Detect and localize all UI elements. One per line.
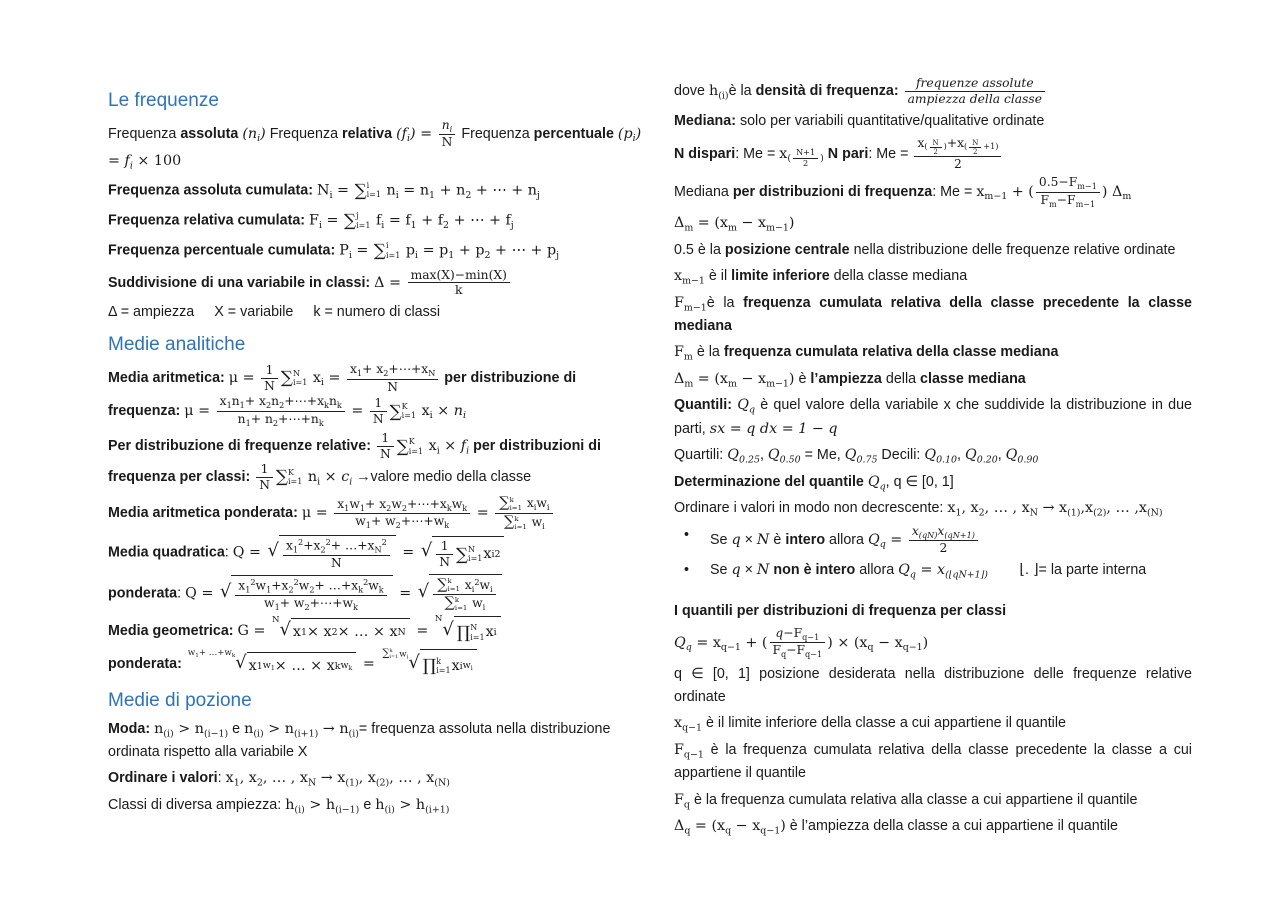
subscript: q−1	[902, 642, 923, 654]
subscript: 2	[265, 400, 272, 411]
subscript: 0.50	[779, 454, 801, 466]
subscript: i	[318, 219, 322, 231]
subscript: 1	[233, 777, 240, 789]
subscript: k	[444, 519, 450, 530]
subscript: 1	[266, 583, 272, 594]
subscript: q	[879, 539, 886, 551]
subscript: 1	[344, 502, 350, 513]
subscript: i	[381, 219, 385, 231]
spacer	[674, 586, 1192, 600]
summation-operator: ∑ k i=1	[499, 495, 522, 513]
subscript: 2	[386, 502, 392, 513]
subscript: m−1	[984, 191, 1008, 203]
paragraph: Frequenza assoluta $(n_i)$ Frequenza relativa $(f_i)$ = $\frac{n_i}{N}$ Frequenza percentuale $(p_i) = f_i \times 100$	[108, 117, 642, 172]
subscript: 1	[365, 519, 371, 530]
subscript: 1	[292, 544, 299, 555]
paragraph: Quartili: $Q_{0.25}$, $Q_{0.50} = Me$, $Q_{0.75}$ Decili: $Q_{0.10}$, $Q_{0.20}$, $Q_{0.90}$	[674, 447, 1039, 466]
subscript: 1	[301, 627, 307, 639]
subscript: N	[374, 544, 382, 555]
subscript: 2	[309, 583, 315, 594]
subscript: 2	[331, 627, 338, 639]
subscript: (i)	[348, 727, 359, 739]
subscript: 2	[279, 400, 285, 411]
subscript: 2	[443, 219, 450, 231]
subscript: m	[727, 378, 737, 390]
subscript: k	[334, 660, 341, 672]
paragraph: Media aritmetica: μ = $\frac{1}{N}$ ∑ N i=1 $x_i$ = $\frac{x_1+ x_2+\cdots+x_N}{N}$ per distribuzione di frequenza: μ = $\frac{x_1n_1+ x_2n_2+\cdots+x_kn_k}{n_1+ n_2+\cdots+n_k}$ = $\frac{1}{N}$ ∑ K i=1 $x_i \times n_i$	[108, 362, 577, 428]
list-item: • Se q × N è intero allora $Q_q$ = $\frac{x_{(qN)}x_{(qN+1)}}{2}$	[674, 524, 1192, 556]
paragraph: Mediana: solo per variabili quantitative/qualitative ordinate	[674, 112, 1045, 129]
subscript: q−1	[682, 722, 702, 734]
subscript: m−1	[766, 222, 789, 234]
subscript: 1	[245, 583, 251, 594]
fraction: ∑ k i=1 $x_i^2w_i$ ∑ k i=1 $w_i$	[433, 577, 495, 614]
summation-operator: ∑ K i=1	[275, 466, 303, 487]
subscript: m	[727, 222, 737, 234]
subscript: 1	[226, 400, 232, 411]
superscript: 2	[298, 536, 304, 547]
section-heading: Medie analitiche	[108, 334, 246, 356]
subscript: k	[318, 417, 324, 428]
paragraph: Per distribuzione di frequenze relative: $\frac{1}{N}$ ∑ K i=1 $x_i \times f_i$ per distribuzioni di frequenza per classi: $\frac{1}{N}$ ∑ K i=1 $n_i \times c_i$ →valore medio della classe	[108, 431, 601, 492]
paragraph: Media quadratica: Q = √ $\frac{x_1^2+x_2^2+ \dots+x_N^2}{N}$ = √ $\frac{1}{N}$ ∑ N i=1 x i 2	[108, 535, 648, 571]
subscript: 1	[448, 250, 455, 262]
summation-operator: ∑ N i=1	[455, 543, 483, 564]
paragraph: q ∈ [0, 1] posizione desiderata nella distribuzione delle frequenze relative ordinate	[674, 666, 1192, 706]
paragraph: Ordinare i valori: $x_1$, $x_2$, … , $x_N \to x_{(1)}$, $x_{(2)}$, … , $x_{(N)}$	[108, 770, 450, 789]
subscript: i	[317, 476, 321, 488]
fraction: $\frac{1}{N}$	[377, 431, 394, 462]
right-column	[674, 76, 1192, 842]
summation-operator: ∑ k i=1	[437, 576, 460, 594]
radical: ∑ k i=1 $w_i$ √ ∏ k i=1 x i $w_i$	[381, 649, 476, 679]
fraction: $\frac{N}{2}$	[969, 139, 981, 157]
subscript: 2	[320, 544, 326, 555]
paragraph: $F_m$ è la frequenza cumulata relativa della classe mediana	[674, 344, 1059, 363]
paragraph: Mediana per distribuzioni di frequenza: $Me = x_{m-1}$ + ( $\frac{0.5-F_{m-1}}{F_m-F_{m-1}}$ ) $\Delta_m$	[674, 175, 1132, 209]
summation-operator: ∑ i i=1	[373, 240, 401, 261]
subscript: N	[1029, 507, 1038, 519]
subscript: q	[781, 649, 787, 660]
subscript: q−1	[802, 631, 820, 642]
paragraph: Frequenza relativa cumulata: $F_i$ = ∑ j i=1 $f_i = f_1 + f_2$ + ⋯ + $f_j$	[108, 207, 648, 234]
subscript: i	[320, 377, 324, 389]
subscript: (i)	[163, 727, 174, 739]
subscript: ( N 2 )	[924, 138, 947, 156]
paragraph: Media geometrica: G = N √ x 1 × x 2 × … × x N = N √ ∏ N i=1 x i	[108, 616, 648, 646]
superscript: 2	[293, 576, 299, 587]
subscript: (i)	[384, 804, 395, 816]
subscript: 1	[270, 665, 275, 673]
subscript: q−1	[683, 749, 704, 761]
radical: √ $\frac{1}{N}$ ∑ N i=1 x i 2	[421, 536, 505, 570]
subscript: q−1	[760, 825, 781, 837]
radical: N √ x 1 × x 2 × … × x N	[272, 617, 410, 646]
subscript: 2	[304, 601, 310, 612]
subscript: 1	[356, 367, 363, 378]
subscript: i	[415, 250, 419, 262]
subscript: i	[462, 410, 466, 422]
subscript: i	[436, 445, 440, 457]
subscript: 2	[288, 583, 294, 594]
subscript: i	[406, 132, 410, 144]
subscript: i	[533, 502, 537, 513]
fraction: $\frac{x_1^2+x_2^2+ \dots+x_N^2}{N}$	[283, 538, 390, 571]
paragraph: $\Delta_m = (x_m - x_{m-1})$	[674, 215, 795, 234]
list-item: • Se q × N non è intero allora $Q_q = x_{(⌊qN+1⌋)}$ ⌊. ⌋= la parte interna	[674, 559, 1192, 583]
summation-operator: ∑ K i=1	[396, 435, 424, 456]
paragraph: $F_{m-1}è$ la frequenza cumulata relativa della classe precedente la classe mediana	[674, 294, 1192, 335]
fraction: $\frac{N+1}{2}$	[793, 148, 818, 168]
subscript: q	[909, 569, 916, 581]
radical: √ ∑ k i=1 $x_i^2w_i$ ∑ k i=1 $w_i$	[418, 574, 502, 614]
paragraph: Media aritmetica ponderata: μ = $\frac{x_1w_1+ x_2w_2+\cdots+x_kw_k}{w_1+ w_2+\cdots+w_k}$ = ∑ k i=1 $x_iw_i$ ∑ k i=1 $w_i$	[108, 495, 648, 532]
subscript: 1	[195, 653, 199, 660]
subscript: m−1	[1075, 198, 1096, 209]
superscript: $w_i$	[462, 660, 473, 673]
subscript: 0.20	[976, 454, 998, 466]
subscript: m	[683, 351, 693, 363]
subscript: 2	[256, 777, 263, 789]
subscript: ( N 2 +1)	[964, 138, 999, 156]
subscript: m−1	[1077, 180, 1097, 191]
superscript: 2	[325, 536, 331, 547]
subscript: 1	[429, 189, 436, 201]
subscript: m	[1049, 198, 1057, 209]
paragraph: $F_q$ è la frequenza cumulata relativa alla classe a cui appartiene il quantile	[674, 791, 1138, 810]
fraction: $\frac{\max(X)-\min(X)}{k}$	[408, 268, 510, 299]
paragraph: $x_{q-1}$ è il limite inferiore della classe a cui appartiene il quantile	[674, 715, 1066, 734]
subscript: N	[397, 627, 406, 639]
subscript: (2)	[1093, 507, 1107, 519]
subscript: q	[725, 825, 732, 837]
superscript: 2	[381, 536, 387, 547]
subscript: q	[684, 825, 691, 837]
paragraph: Ordinare i valori in modo non decrescente: $x_1$, $x_2$, … , $x_N \to x_{(1)},x_{(2)}$, … $,x_{(N)}$	[674, 500, 1163, 519]
superscript: $w_k$	[340, 660, 353, 673]
subscript: k	[324, 400, 329, 411]
subscript: i	[491, 548, 495, 560]
paragraph: $x_{m-1}$ è il limite inferiore della classe mediana	[674, 267, 968, 287]
subscript: 1	[274, 601, 280, 612]
subscript: (qN+1)	[944, 529, 975, 540]
subscript: (i−1)	[335, 804, 360, 816]
subscript: i	[257, 132, 261, 144]
subscript: i	[542, 521, 545, 532]
subscript: (N)	[1146, 507, 1163, 519]
paragraph: Suddivisione di una variabile in classi: Δ = $\frac{\max(X)-\min(X)}{k}$	[108, 268, 648, 299]
fraction: $\frac{n_i}{N}$	[439, 118, 456, 150]
subscript: q	[748, 404, 755, 416]
summation-operator: ∑ K i=1	[389, 400, 417, 421]
subscript: (2)	[375, 777, 390, 789]
subscript: (N)	[434, 777, 450, 789]
subscript: i	[482, 602, 486, 613]
fraction: $\frac{1}{N}$	[436, 539, 453, 570]
subscript: j	[510, 219, 514, 231]
subscript: 0.75	[856, 454, 878, 466]
fraction: $\frac{1}{N}$	[261, 363, 278, 394]
subscript: k	[358, 583, 364, 594]
section-heading: Le frequenze	[108, 90, 219, 111]
subscript: m	[1122, 191, 1132, 203]
subscript: k	[462, 502, 468, 513]
subscript: i	[493, 627, 497, 639]
subscript: q−1	[720, 642, 741, 654]
paragraph: Frequenza assoluta cumulata: $N_i$ = ∑ i i=1 $n_i = n_1 + n_2$ + ⋯ + $n_j$	[108, 177, 648, 204]
subscript: (⌊qN+1⌋)	[945, 569, 988, 581]
fraction: $\frac{x_1n_1+ x_2n_2+\cdots+x_kn_k}{n_1+ n_2+\cdots+n_k}$	[217, 394, 345, 428]
fraction: $\frac{\text{frequenze assolute}}{\text{ampiezza della classe}}$	[905, 76, 1045, 107]
subscript: N	[307, 777, 317, 789]
product-operator: ∏ k i=1	[422, 655, 451, 676]
superscript: 2	[474, 576, 480, 587]
subscript: i	[470, 665, 473, 673]
subscript: k	[446, 502, 452, 513]
subscript: (i+1)	[425, 804, 450, 816]
subscript: j	[556, 250, 560, 262]
subscript: i	[129, 160, 133, 172]
subscript: m−1	[766, 378, 789, 390]
fraction: $\frac{N}{2}$	[930, 139, 942, 157]
subscript: 2	[465, 189, 472, 201]
subscript: (1)	[345, 777, 359, 789]
subscript: q−1	[805, 649, 823, 660]
subscript: 0.25	[738, 454, 760, 466]
paragraph: ponderata: Q = √ $\frac{x_1^2w_1+x_2^2w_2+ \dots+x_k^2w_k}{w_1+ w_2+\cdots+w_k}$ = √ ∑ k i=1 $x_i^2w_i$ ∑ k i=1 $w_i$	[108, 574, 648, 614]
paragraph: Moda: $n_{(i)} > n_{(i-1)}$ e $n_{(i)} > n_{(i+1)} \to n_{(i)}=$ frequenza assoluta nella distribuzione ordinata rispetto alla variabile X	[108, 720, 611, 761]
subscript: (i+1)	[293, 727, 319, 739]
subscript: 2	[401, 502, 408, 513]
paragraph: N dispari: $Me = x_{( \frac{N+1}{2} )}$ N pari: Me = $x_{( \frac{N}{2} )}+x_{( \frac{N}{2} +1)}$ 2	[674, 136, 1192, 172]
subscript: 1	[256, 660, 263, 672]
superscript: 2	[494, 548, 501, 560]
subscript: i	[406, 655, 409, 662]
radical: √ $\frac{x_1^2+x_2^2+ \dots+x_N^2}{N}$	[268, 535, 396, 571]
subscript: (qN)	[918, 529, 938, 540]
subscript: (i−1)	[203, 727, 229, 739]
subscript: 1	[359, 502, 366, 513]
paragraph: dove $h_{(i)}è$ la densità di frequenza: $\frac{\text{frequenze assolute}}{\text{ampiezza della classe}}$	[674, 76, 1192, 107]
fraction: ∑ k i=1 $x_iw_i$ ∑ k i=1 $w_i$	[495, 495, 552, 532]
subscript: q	[879, 481, 886, 493]
paragraph: Frequenza percentuale cumulata: $P_i$ = ∑ i i=1 $p_i = p_1 + p_2$ + ⋯ + $p_j$	[108, 237, 648, 264]
subscript: i	[349, 476, 353, 488]
fraction: $\frac{0.5-F_{m-1}}{F_m-F_{m-1}}$	[1036, 175, 1100, 209]
fraction: $\frac{q-F_{q-1}}{F_q-F_{q-1}}$	[770, 626, 826, 660]
subscript: i	[471, 583, 475, 594]
subscript: i	[395, 189, 399, 201]
summation-operator: ∑ k i=1	[444, 595, 468, 613]
subscript: 2	[978, 507, 985, 519]
section-heading: Medie di pozione	[108, 689, 252, 711]
subscript: 0.90	[1017, 454, 1039, 466]
superscript: $w_1$	[262, 660, 275, 673]
fraction: $\frac{1}{N}$	[370, 396, 387, 427]
subscript: q	[683, 798, 690, 810]
fraction: $\frac{x_1w_1+ x_2w_2+\cdots+x_kw_k}{w_1+ w_2+\cdots+w_k}$	[334, 497, 470, 531]
paragraph: Δ = ampiezza X = variabile k = numero di classi	[108, 304, 441, 321]
subscript: 1	[955, 507, 962, 519]
superscript: 2	[363, 576, 369, 587]
subscript: 2	[272, 417, 279, 428]
paragraph: Quantili: $Q_q$ è quel valore della variabile x che suddivide la distribuzione in due parti, sx = q dx = 1 − q	[674, 397, 1192, 437]
subscript: m	[684, 378, 694, 390]
subscript: m	[684, 222, 694, 234]
subscript: m−1	[683, 301, 707, 313]
subscript: 0.10	[936, 454, 958, 466]
summation-operator: ∑ i i=1	[354, 179, 381, 200]
fraction: $x_{( \frac{N}{2} )}+x_{( \frac{N}{2} +1)}$ 2	[914, 136, 1001, 172]
subscript: i	[449, 123, 453, 134]
paragraph: 0.5 è la posizione centrale nella distribuzione delle frequenze relative ordinate	[674, 241, 1176, 258]
subscript: k	[336, 400, 342, 411]
subscript: i	[459, 660, 463, 672]
fraction: $\frac{x_1^2w_1+x_2^2w_2+ \dots+x_k^2w_k}{w_1+ w_2+\cdots+w_k}$	[235, 578, 386, 613]
subscript: (i)	[718, 90, 729, 102]
fraction: $\frac{x_{(qN)}x_{(qN+1)}}{2}$	[909, 524, 978, 556]
paragraph: $\Delta_q = (x_q - x_{q-1})$ è l’ampiezza della classe a cui appartiene il quantile	[674, 818, 1118, 837]
summation-operator: ∑ N i=1	[280, 367, 308, 388]
subscript: ( N+1 2 )	[787, 147, 824, 168]
subscript: i	[490, 583, 493, 594]
superscript: 2	[250, 576, 256, 587]
summation-operator: ∑ k i=1	[382, 648, 399, 660]
subscript: (i)	[253, 727, 264, 739]
paragraph: ponderata: $w_1+$ $\dots+w_k$ √ x 1 $w_1$ × … × x k $w_k$ = ∑ k i=1 $w_i$ √ ∏ k i=1 x i $w_i$	[108, 649, 648, 679]
radical: √ $\frac{x_1^2w_1+x_2^2w_2+ \dots+x_k^2w_k}{w_1+ w_2+\cdots+w_k}$	[220, 575, 393, 613]
paragraph: Classi di diversa ampiezza: $h_{(i)} > h_{(i-1)}$ e $h_{(i)} > h_{(i+1)}$	[108, 796, 450, 816]
subscript: 2	[484, 250, 491, 262]
subscript: m−1	[682, 275, 705, 287]
subscript: 2	[395, 519, 401, 530]
subscript: q	[685, 642, 692, 654]
subscript: k	[348, 665, 353, 673]
subscript: 2	[383, 367, 389, 378]
subscript: 1	[410, 219, 417, 231]
subscript: i	[429, 410, 433, 422]
subscript: j	[536, 189, 540, 201]
subscript: (i)	[294, 804, 305, 816]
subscript: i	[632, 132, 636, 144]
paragraph: $Q_q = x_{q-1}$ + ( $\frac{q-F_{q-1}}{F_q-F_{q-1}}$ ) × $(x_q - x_{q-1})$	[674, 625, 929, 660]
radical: N √ ∏ N i=1 x i	[435, 616, 501, 646]
paragraph: Determinazione del quantile $Q_q$, q ∈ [0, 1]	[674, 473, 954, 493]
subscript: (1)	[1067, 507, 1081, 519]
paragraph: $\Delta_m = (x_m - x_{m-1})$ è l’ampiezza della classe mediana	[674, 370, 1026, 390]
paragraph: $F_{q-1}$ è la frequenza cumulata relativa della classe precedente la classe a cui appartiene il quantile	[674, 741, 1192, 782]
subscript: q	[867, 642, 874, 654]
subscript: N	[428, 367, 436, 378]
subscript: i	[329, 189, 333, 201]
left-column	[108, 80, 648, 820]
fraction: $\frac{1}{N}$	[256, 462, 273, 493]
subscript: k	[231, 653, 236, 660]
paragraph: I quantili per distribuzioni di frequenza per classi	[674, 602, 1007, 619]
subscript: 1	[245, 417, 251, 428]
summation-operator: ∑ k i=1	[504, 514, 527, 531]
subscript: i	[348, 250, 352, 262]
subscript: i	[546, 502, 550, 513]
product-operator: ∏ N i=1	[456, 622, 485, 643]
subscript: 1	[239, 400, 245, 411]
subscript: k	[353, 601, 358, 612]
subscript: k	[378, 583, 384, 594]
fraction: $\frac{x_1+ x_2+\cdots+x_N}{N}$	[347, 362, 438, 394]
subscript: i	[466, 445, 470, 457]
radical: $w_1+$ $\dots+w_k$ √ x 1 $w_1$ × … × x k $w_k$	[188, 650, 356, 679]
summation-operator: ∑ j i=1	[344, 209, 371, 230]
